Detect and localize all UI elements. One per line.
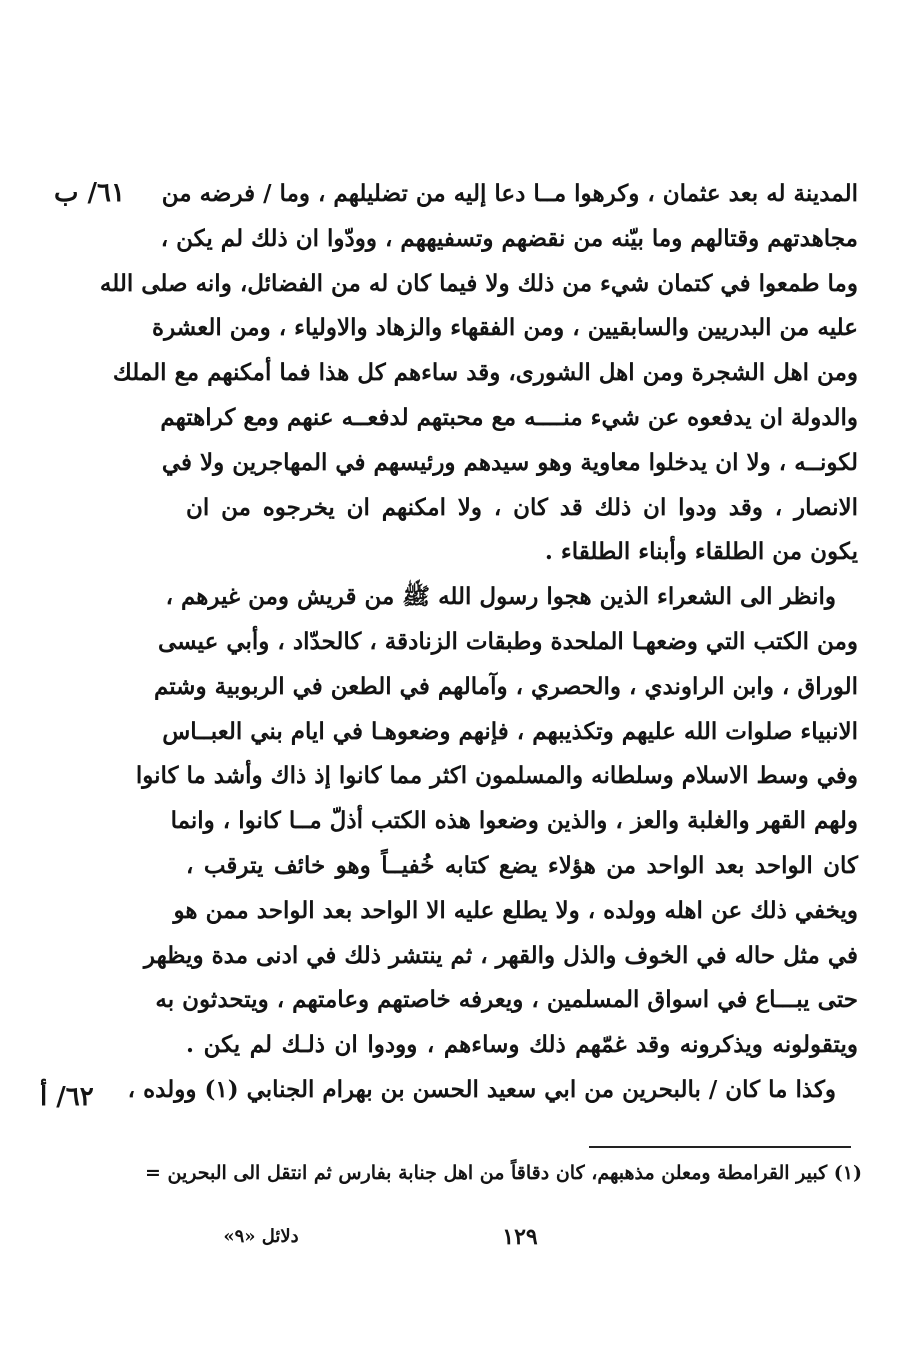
text-line: يكون من الطلقاء وأبناء الطلقاء . (544, 538, 858, 566)
text-line: ولهم القهر والغلبة والعز ، والذين وضعوا هذه الكتب أذلّ مــا كانوا ، وانما (170, 807, 858, 835)
text-line: مجاهدتهم وقتالهم وما بيّنه من نقضهم وتسفيههم ، وودّوا ان ذلك لم يكن ، (160, 224, 858, 252)
main-text (99, 172, 858, 1113)
text-line: حتى يبـــاع في اسواق المسلمين ، ويعرفه خاصتهم وعامتهم ، ويتحدثون به (155, 986, 858, 1014)
text-line: ومن الكتب التي وضعهـا الملحدة وطبقات الزنادقة ، كالحدّاد ، وأبي عيسى (157, 627, 858, 655)
text-line: كان الواحد بعد الواحد من هؤلاء يضع كتابه خُفيــاً وهو خائف يترقب ، (186, 851, 858, 879)
text-line: المدينة له بعد عثمان ، وكرهوا مــا دعا إليه من تضليلهم ، وما / فرضه من (161, 180, 858, 207)
page-number: ١٢٩ (502, 1224, 538, 1250)
text-line: وانظر الى الشعراء الذين هجوا رسول الله ﷺ من قريش ومن غيرهم ، (165, 583, 836, 611)
text-line: وما طمعوا في كتمان شيء من ذلك ولا فيما كان له من الفضائل، وانه صلى الله (99, 269, 858, 297)
text-line: في مثل حاله في الخوف والذل والقهر ، ثم ينتشر ذلك في ادنى مدة ويظهر (143, 941, 858, 969)
footnote: (١) كبير القرامطة ومعلن مذهبهم، كان دقاقاً من اهل جنابة بفارس ثم انتقل الى البحرين = (144, 1162, 862, 1184)
text-line: لكونــه ، ولا ان يدخلوا معاوية وهو سيدهم ورئيسهم في المهاجرين ولا في (161, 448, 858, 476)
text-line: الوراق ، وابن الراوندي ، والحصري ، وآمالهم في الطعن في الربوبية وشتم (153, 672, 858, 700)
text-line: وكذا ما كان / بالبحرين من ابي سعيد الحسن بن بهرام الجنابي (١) وولده ، (127, 1075, 836, 1103)
text-line: ويتقولونه ويذكرونه وقد غمّهم ذلك وساءهم ، وودوا ان ذلـك لم يكن . (186, 1031, 858, 1059)
text-line: وفي وسط الاسلام وسلطانه والمسلمون اكثر مما كانوا إذ ذاك وأشد ما كانوا (135, 762, 858, 790)
text-line: الانبياء صلوات الله عليهم وتكذيبهم ، فإنهم وضعوهـا في ايام بني العبــاس (162, 717, 858, 745)
text-line: ومن اهل الشجرة ومن اهل الشورى، وقد ساءهم كل هذا فما أمكنهم مع الملك (112, 359, 858, 387)
text-line: الانصار ، وقد ودوا ان ذلك قد كان ، ولا امكنهم ان يخرجوه من ان (186, 493, 858, 521)
footnote-divider (589, 1146, 851, 1148)
margin-folio-note-top: ٦١/ ب (54, 178, 125, 208)
printer-signature: دلائل «٩» (223, 1226, 299, 1247)
margin-folio-note-bottom: ٦٢/ أ (40, 1082, 94, 1112)
text-line: والدولة ان يدفعوه عن شيء منــــه مع محبتهم لدفعــه عنهم ومع كراهتهم (160, 403, 858, 431)
text-line: ويخفي ذلك عن اهله وولده ، ولا يطلع عليه الا الواحد بعد الواحد ممن هو (173, 896, 858, 924)
text-line: عليه من البدريين والسابقيين ، ومن الفقهاء والزهاد والاولياء ، ومن العشرة (152, 314, 858, 342)
